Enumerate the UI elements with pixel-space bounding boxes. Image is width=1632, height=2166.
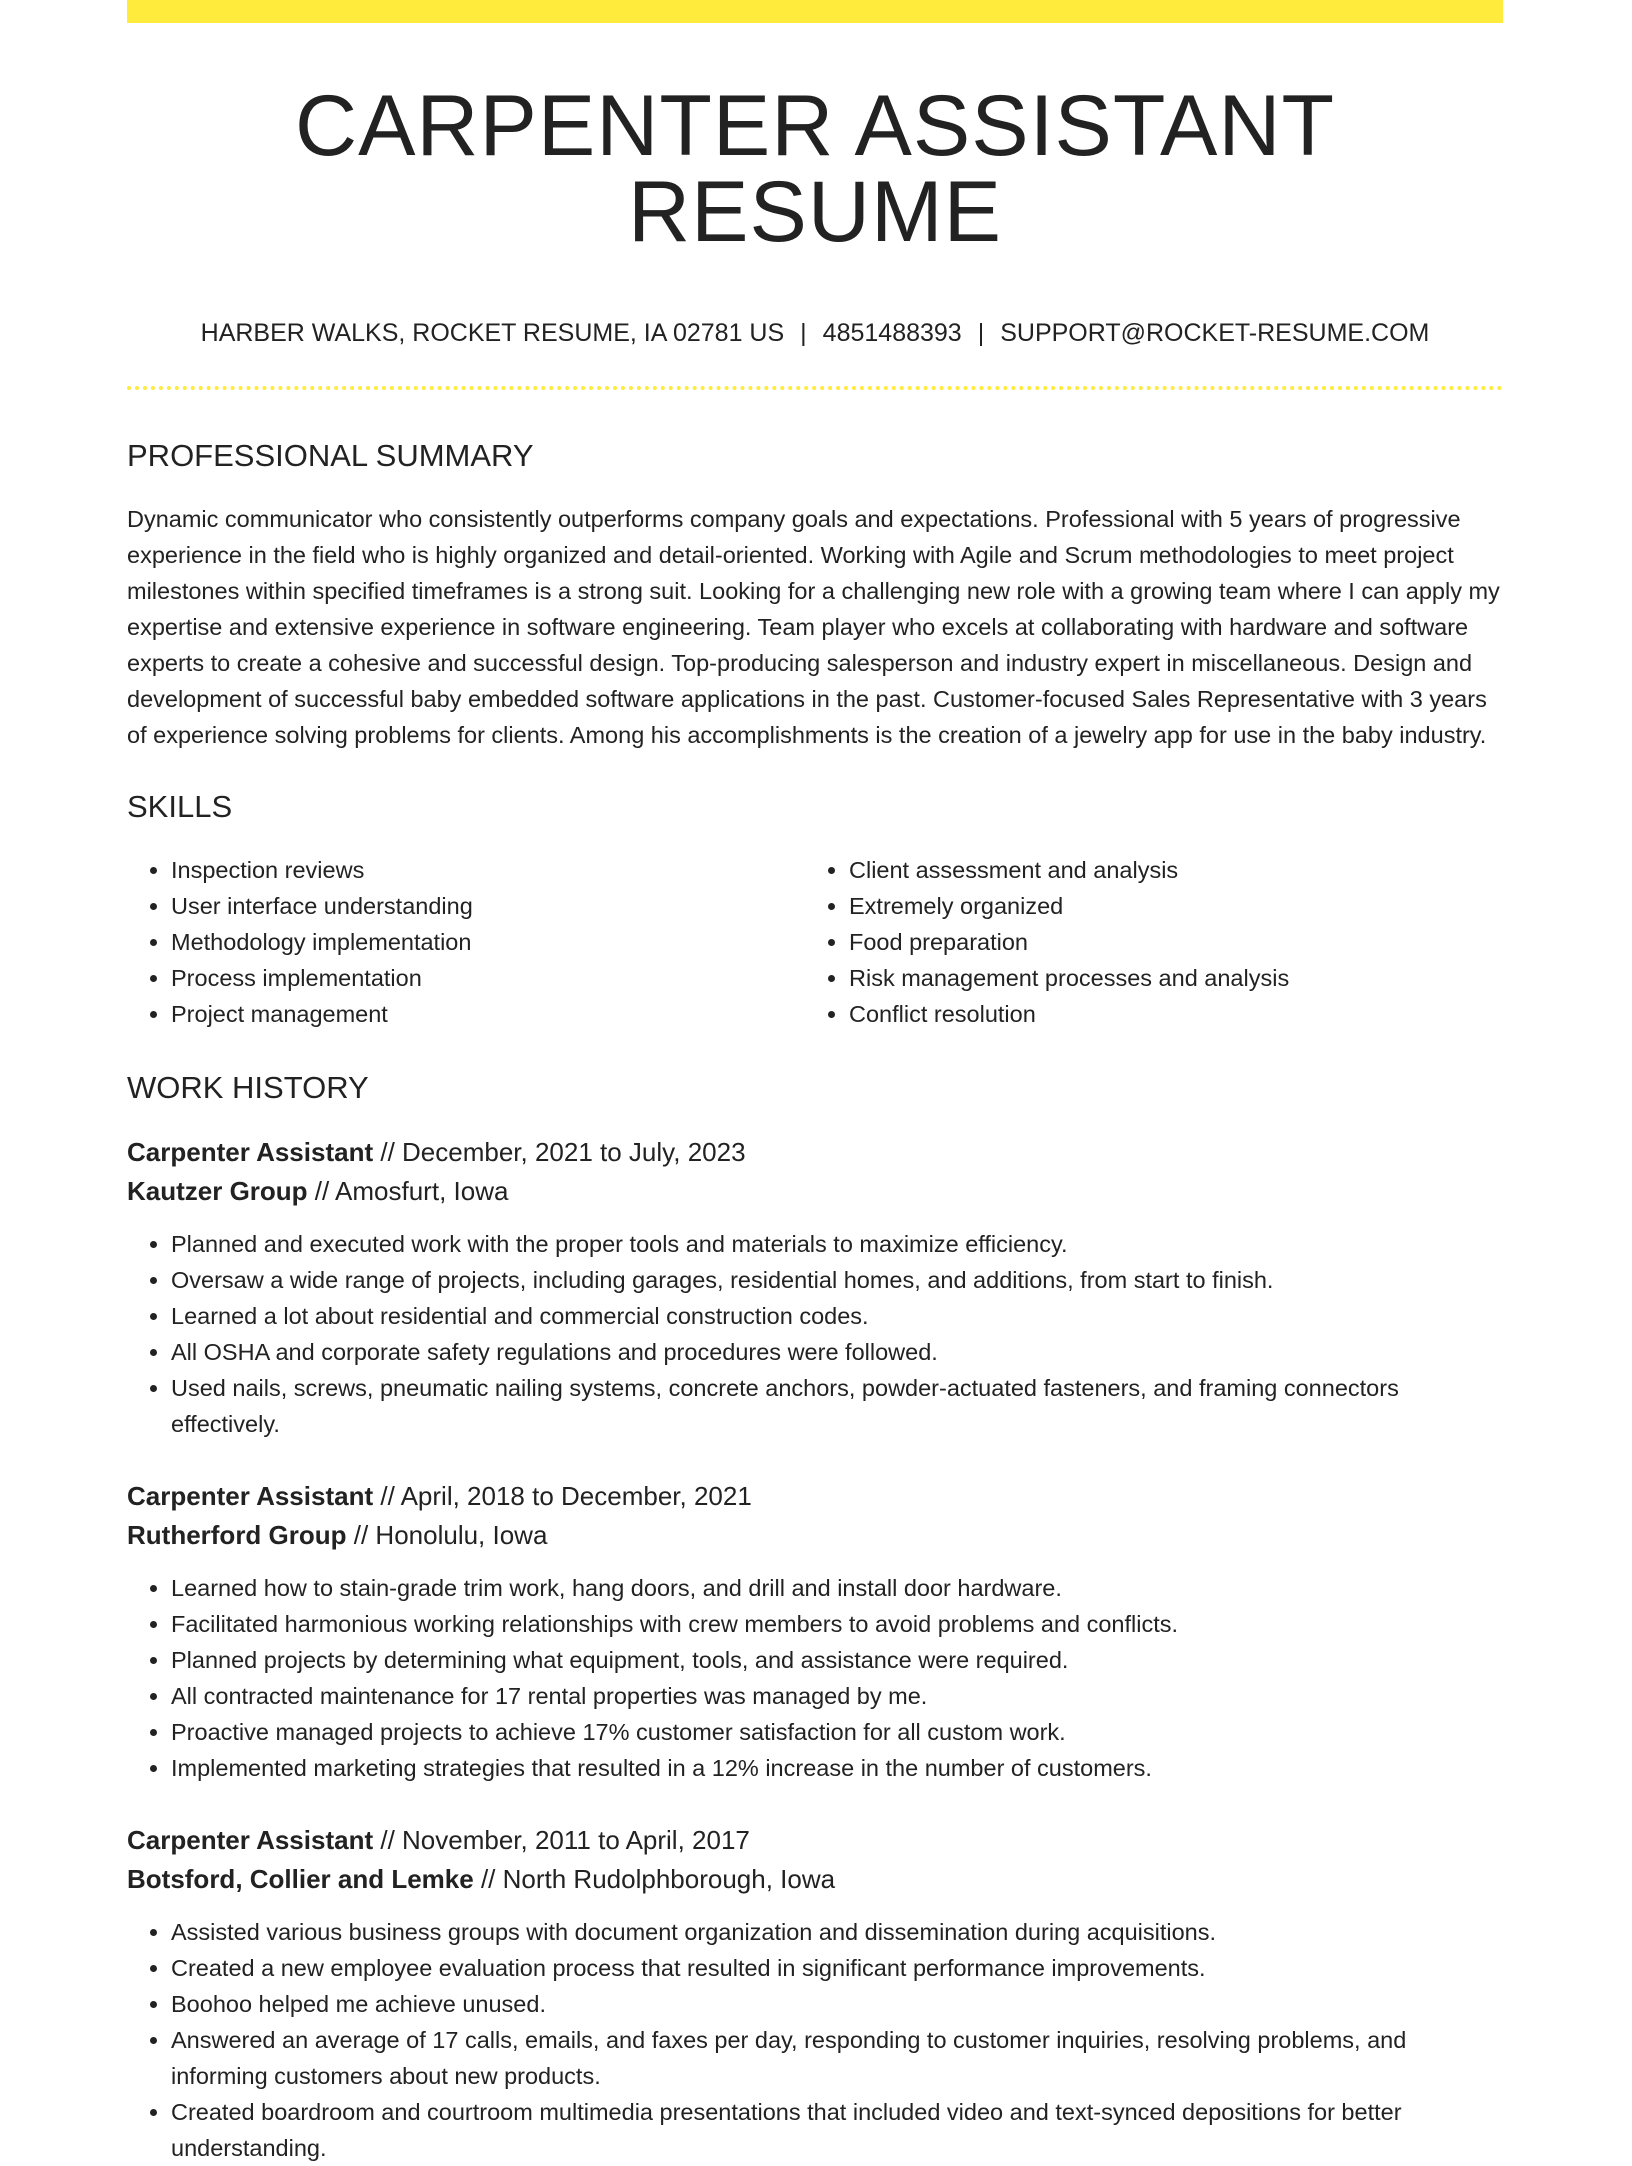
job-location: // Honolulu, Iowa <box>346 1520 548 1550</box>
accent-top-bar <box>127 0 1503 23</box>
job-bullet: • Planned projects by determining what equipment, tools, and assistance were required. <box>171 1642 1503 1678</box>
work-history-heading: WORK HISTORY <box>127 1070 369 1105</box>
job-bullet: • Proactive managed projects to achieve 17% customer satisfaction for all custom work. <box>171 1714 1503 1750</box>
job-bullet: • All contracted maintenance for 17 rental properties was managed by me. <box>171 1678 1503 1714</box>
contact-separator: | <box>800 319 807 347</box>
job-dates: // December, 2021 to July, 2023 <box>373 1137 746 1167</box>
skill-item: • Inspection reviews <box>171 852 805 888</box>
skill-item: • User interface understanding <box>171 888 805 924</box>
dotted-divider <box>127 386 1503 390</box>
job-company-line <box>127 1860 1503 1899</box>
job-entry <box>127 1133 1503 1442</box>
contact-separator: | <box>977 319 985 347</box>
skills-list-right <box>805 852 1503 1032</box>
job-bullet: • Answered an average of 17 calls, emails, and faxes per day, responding to customer inquiries, resolving problems, and informing customers about new products. <box>171 2022 1503 2094</box>
job-company-line <box>127 1172 1503 1211</box>
skills-columns <box>127 852 1503 1032</box>
job-dates: // November, 2011 to April, 2017 <box>373 1825 750 1855</box>
job-title: Carpenter Assistant <box>127 1137 374 1167</box>
job-company: Kautzer Group <box>127 1176 308 1206</box>
job-bullet: • Implemented marketing strategies that resulted in a 12% increase in the number of customers. <box>171 1750 1503 1786</box>
job-title-line <box>127 1133 1503 1172</box>
skill-item: • Project management <box>171 996 805 1032</box>
job-bullets <box>127 1226 1503 1442</box>
contact-address: HARBER WALKS, ROCKET RESUME, IA 02781 US <box>200 319 785 347</box>
job-bullet: • Boohoo helped me achieve unused. <box>171 1986 1503 2022</box>
job-company: Botsford, Collier and Lemke <box>127 1864 474 1894</box>
skill-item: • Food preparation <box>849 924 1503 960</box>
job-entry <box>127 1477 1503 1786</box>
skill-item: • Extremely organized <box>849 888 1503 924</box>
job-bullet: • Learned a lot about residential and commercial construction codes. <box>171 1298 1503 1334</box>
contact-phone: 4851488393 <box>822 319 962 347</box>
skill-item: • Conflict resolution <box>849 996 1503 1032</box>
job-bullet: • Oversaw a wide range of projects, including garages, residential homes, and additions, from start to finish. <box>171 1262 1503 1298</box>
resume-title: CARPENTER ASSISTANT RESUME <box>294 78 1336 260</box>
job-company-line <box>127 1516 1503 1555</box>
skill-item: • Client assessment and analysis <box>849 852 1503 888</box>
job-company: Rutherford Group <box>127 1520 347 1550</box>
job-location: // North Rudolphborough, Iowa <box>473 1864 836 1894</box>
job-bullet: • Created a new employee evaluation process that resulted in significant performance improvements. <box>171 1950 1503 1986</box>
job-bullet: • Planned and executed work with the proper tools and materials to maximize efficiency. <box>171 1226 1503 1262</box>
job-title-line <box>127 1821 1503 1860</box>
job-title: Carpenter Assistant <box>127 1825 374 1855</box>
job-bullet: • Facilitated harmonious working relationships with crew members to avoid problems and conflicts. <box>171 1606 1503 1642</box>
job-bullet: • All OSHA and corporate safety regulations and procedures were followed. <box>171 1334 1503 1370</box>
job-location: // Amosfurt, Iowa <box>307 1176 509 1206</box>
skills-list-left <box>127 852 805 1032</box>
job-bullets <box>127 1570 1503 1786</box>
job-bullet: • Used nails, screws, pneumatic nailing systems, concrete anchors, powder-actuated fasteners, and framing connectors effectively. <box>171 1370 1503 1442</box>
job-title: Carpenter Assistant <box>127 1481 374 1511</box>
summary-text: Dynamic communicator who consistently outperforms company goals and expectations. Professional with 5 years of progressive experience in the field who is highly organized and detail-oriented. Working with Agile and Scrum methodologies to meet project milestones within specified timeframes is a strong suit. Looking for a challenging new role with a growing team where I can apply my expertise and extensive experience in software engineering. Team player who excels at collaborating with hardware and software experts to create a cohesive and successful design. Top-producing salesperson and industry expert in miscellaneous. Design and development of successful baby embedded software applications in the past. Customer-focused Sales Representative with 3 years of experience solving problems for clients. Among his accomplishments is the creation of a jewelry app for use in the baby industry. <box>127 506 1500 748</box>
job-dates: // April, 2018 to December, 2021 <box>373 1481 752 1511</box>
contact-email: SUPPORT@ROCKET-RESUME.COM <box>1000 319 1430 347</box>
skill-item: • Risk management processes and analysis <box>849 960 1503 996</box>
job-bullet: • Assisted various business groups with document organization and dissemination during acquisitions. <box>171 1914 1503 1950</box>
job-entry <box>127 1821 1503 2166</box>
job-bullet: • Learned how to stain-grade trim work, hang doors, and drill and install door hardware. <box>171 1570 1503 1606</box>
skill-item: • Methodology implementation <box>171 924 805 960</box>
resume-content <box>127 0 1503 2166</box>
job-bullets <box>127 1914 1503 2166</box>
skill-item: • Process implementation <box>171 960 805 996</box>
job-title-line <box>127 1477 1503 1516</box>
skills-heading: SKILLS <box>127 789 233 824</box>
job-bullet: • Created boardroom and courtroom multimedia presentations that included video and text-synced depositions for better understanding. <box>171 2094 1503 2166</box>
contact-line <box>127 321 1503 346</box>
summary-heading: PROFESSIONAL SUMMARY <box>127 438 534 473</box>
